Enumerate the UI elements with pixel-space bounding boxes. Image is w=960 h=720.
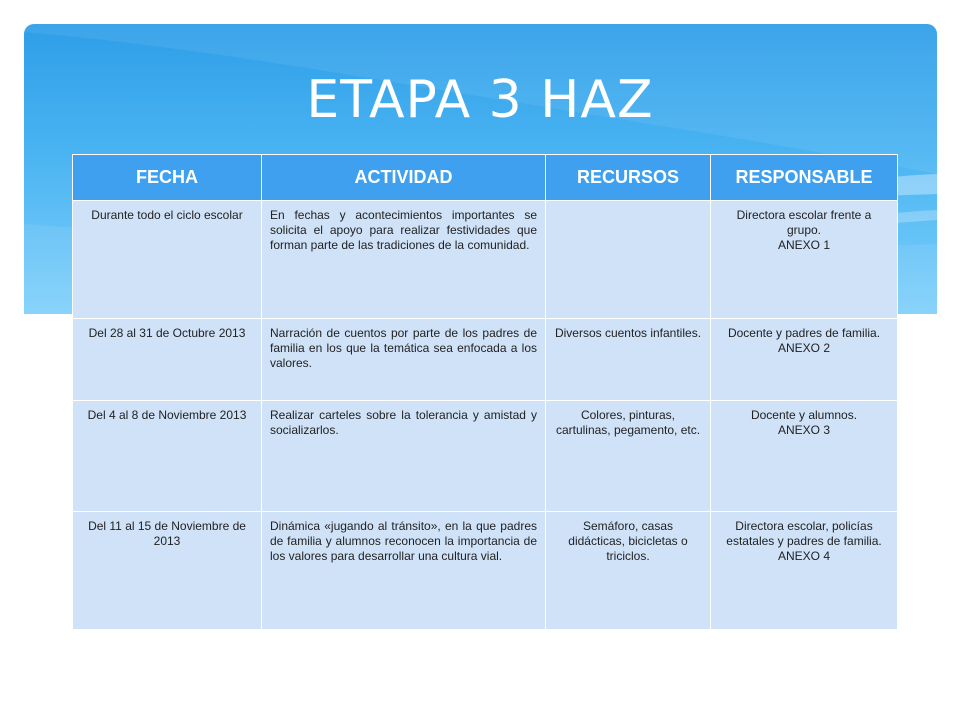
cell-actividad: Realizar carteles sobre la tolerancia y amistad y socializarlos. — [262, 401, 546, 512]
cell-actividad: Dinámica «jugando al tránsito», en la que padres de familia y alumnos reconocen la importancia de los valores para desarrollar una cultura vial. — [262, 512, 546, 630]
table-row — [73, 201, 898, 319]
slide-title: ETAPA 3 HAZ — [306, 70, 654, 130]
cell-responsable — [711, 512, 898, 630]
table-row — [73, 319, 898, 401]
table-row — [73, 401, 898, 512]
table-row — [73, 512, 898, 630]
responsable-text: Docente y padres de familia. — [727, 326, 881, 340]
cell-recursos: Colores, pinturas, cartulinas, pegamento, etc. — [546, 401, 711, 512]
cell-fecha: Durante todo el ciclo escolar — [73, 201, 262, 319]
responsable-text: Directora escolar frente a grupo. — [736, 208, 872, 237]
header-actividad: ACTIVIDAD — [262, 155, 546, 201]
responsable-text: Docente y alumnos. — [750, 408, 858, 422]
cell-recursos: Diversos cuentos infantiles. — [546, 319, 711, 401]
header-fecha: FECHA — [73, 155, 262, 201]
header-recursos: RECURSOS — [546, 155, 711, 201]
cell-responsable — [711, 201, 898, 319]
activities-table — [72, 154, 898, 630]
cell-recursos — [546, 201, 711, 319]
cell-responsable — [711, 401, 898, 512]
cell-fecha: Del 4 al 8 de Noviembre 2013 — [73, 401, 262, 512]
header-responsable: RESPONSABLE — [711, 155, 898, 201]
cell-actividad: En fechas y acontecimientos importantes se solicita el apoyo para realizar festividades que forman parte de las tradiciones de la comunidad. — [262, 201, 546, 319]
cell-recursos: Semáforo, casas didácticas, bicicletas o triciclos. — [546, 512, 711, 630]
cell-responsable — [711, 319, 898, 401]
anexo-label: ANEXO 4 — [777, 549, 831, 563]
cell-fecha: Del 11 al 15 de Noviembre de 2013 — [73, 512, 262, 630]
anexo-label: ANEXO 2 — [777, 341, 831, 355]
table-header-row — [73, 155, 898, 201]
responsable-text: Directora escolar, policías estatales y padres de familia. — [726, 519, 882, 548]
cell-actividad: Narración de cuentos por parte de los padres de familia en los que la temática sea enfocada a los valores. — [262, 319, 546, 401]
cell-fecha: Del 28 al 31 de Octubre 2013 — [73, 319, 262, 401]
anexo-label: ANEXO 1 — [777, 238, 831, 252]
anexo-label: ANEXO 3 — [777, 423, 831, 437]
